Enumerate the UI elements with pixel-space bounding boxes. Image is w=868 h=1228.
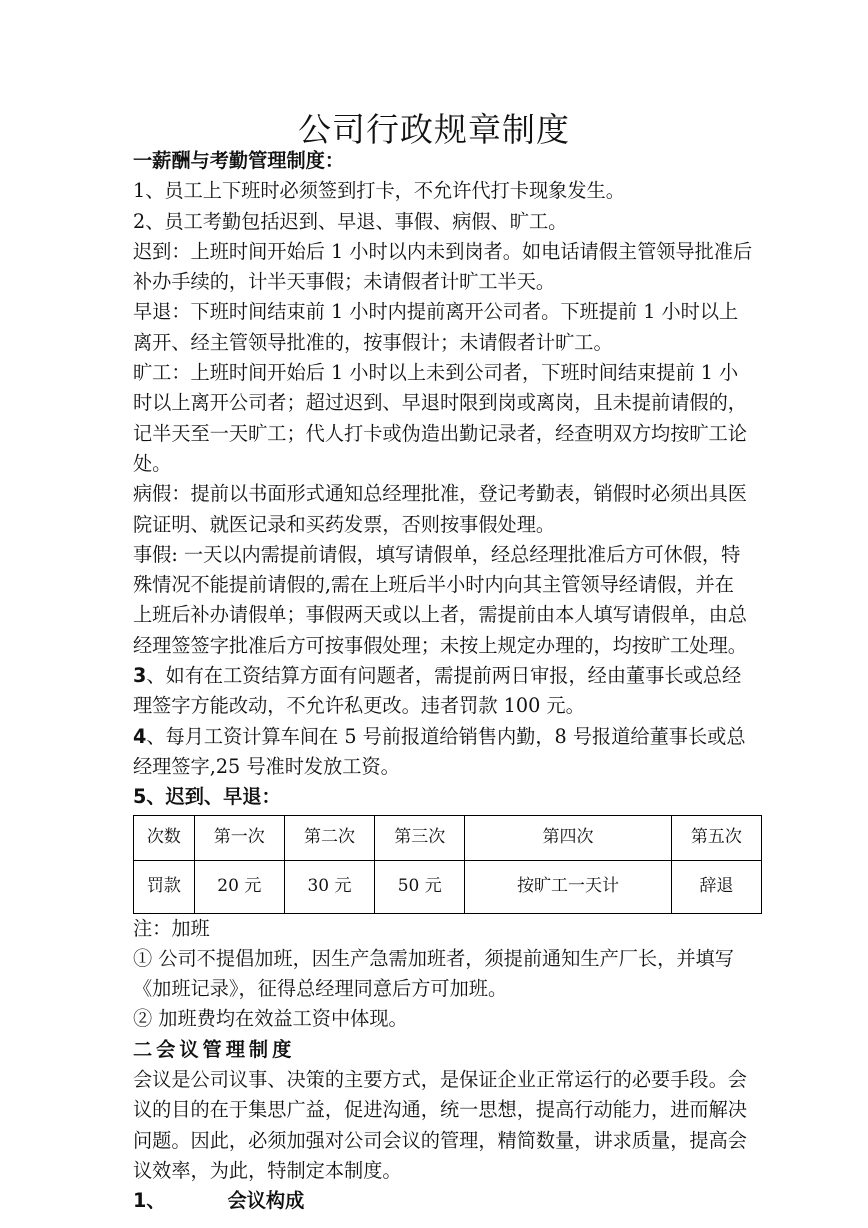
table-cell: 第五次	[671, 815, 761, 860]
section-heading-salary: 一薪酬与考勤管理制度：	[133, 149, 345, 172]
overtime-item-1: ① 公司不提倡加班，因生产急需加班者，须提前通知生产厂长，并填写《加班记录》，征得总经理同意后方可加班。	[133, 946, 734, 1001]
page-title: 公司行政规章制度	[298, 110, 570, 149]
paragraph-text: 、如有在工资结算方面有问题者，需提前两日审报，经由董事长或总经理签字方能改动，不允许私更改。违者罚款 100 元。	[133, 664, 742, 718]
paragraph-sick-leave: 病假：提前以书面形式通知总经理批准，登记考勤表，销假时必须出具医院证明、就医记录和买药发票，否则按事假处理。	[133, 482, 747, 536]
overtime-item-2: ② 加班费均在效益工资中体现。	[133, 1007, 408, 1031]
paragraph-salary-settlement	[133, 661, 753, 722]
table-row	[134, 860, 762, 913]
subsection-heading-meeting-composition	[133, 1186, 753, 1216]
table-cell: 罚款	[134, 860, 195, 913]
item-number: 1、	[133, 1189, 166, 1213]
paragraph-absenteeism: 旷工：上班时间开始后 1 小时以上未到公司者，下班时间结束提前 1 小时以上离开公司者；超过迟到、早退时限到岗或离岗，且未提前请假的，记半天至一天旷工；代人打卡或伪造出勤记录者，经查明双方均按旷工论处。	[133, 361, 747, 475]
paragraph-attendance-types: 2、员工考勤包括迟到、早退、事假、病假、旷工。	[133, 209, 568, 233]
overtime-note: 注：加班	[133, 916, 210, 940]
table-cell: 20 元	[194, 860, 284, 913]
table-cell: 次数	[134, 815, 195, 860]
table-cell: 第二次	[284, 815, 374, 860]
item-number: 4	[133, 724, 147, 748]
table-cell: 第四次	[465, 815, 671, 860]
table-cell: 50 元	[375, 860, 465, 913]
paragraph-clock-in: 1、员工上下班时必须签到打卡，不允许代打卡现象发生。	[133, 179, 625, 203]
table-header-row	[134, 815, 762, 860]
document-body	[133, 146, 753, 1217]
paragraph-personal-leave: 事假: 一天以内需提前请假，填写请假单，经总经理批准后方可休假，特殊情况不能提前请假的,需在上班后半小时内向其主管领导经请假，并在上班后补办请假单；事假两天或以上者，需提前由本人填写请假单，由总经理签签字批准后方可按事假处理；未按上规定办理的，均按旷工处理。	[133, 542, 747, 657]
section-heading-fines: 5、迟到、早退：	[133, 785, 281, 809]
paragraph-payroll-schedule	[133, 722, 753, 783]
table-cell: 第三次	[375, 815, 465, 860]
table-cell: 30 元	[284, 860, 374, 913]
paragraph-early-leave: 早退：下班时间结束前 1 小时内提前离开公司者。下班提前 1 小时以上离开、经主管领导批准的，按事假计；未请假者计旷工。	[133, 300, 739, 354]
paragraph-text: 、每月工资计算车间在 5 号前报道给销售内勤，8 号报道给董事长或总经理签字,25 号准时发放工资。	[133, 724, 746, 778]
table-cell: 按旷工一天计	[465, 860, 671, 913]
paragraph-late: 迟到：上班时间开始后 1 小时以内未到岗者。如电话请假主管领导批准后补办手续的，计半天事假；未请假者计旷工半天。	[133, 239, 753, 294]
item-number: 3	[133, 664, 147, 688]
table-cell: 辞退	[671, 860, 761, 913]
table-cell: 第一次	[194, 815, 284, 860]
section-heading-meetings: 二会议管理制度	[133, 1037, 296, 1061]
subsection-title: 会议构成	[227, 1189, 305, 1213]
fine-table	[133, 815, 762, 914]
paragraph-meeting-intro: 会议是公司议事、决策的主要方式，是保证企业正常运行的必要手段。会议的目的在于集思广益，促进沟通，统一思想，提高行动能力，进而解决问题。因此，必须加强对公司会议的管理，精简数量，讲求质量，提高会议效率，为此，特制定本制度。	[133, 1068, 747, 1182]
